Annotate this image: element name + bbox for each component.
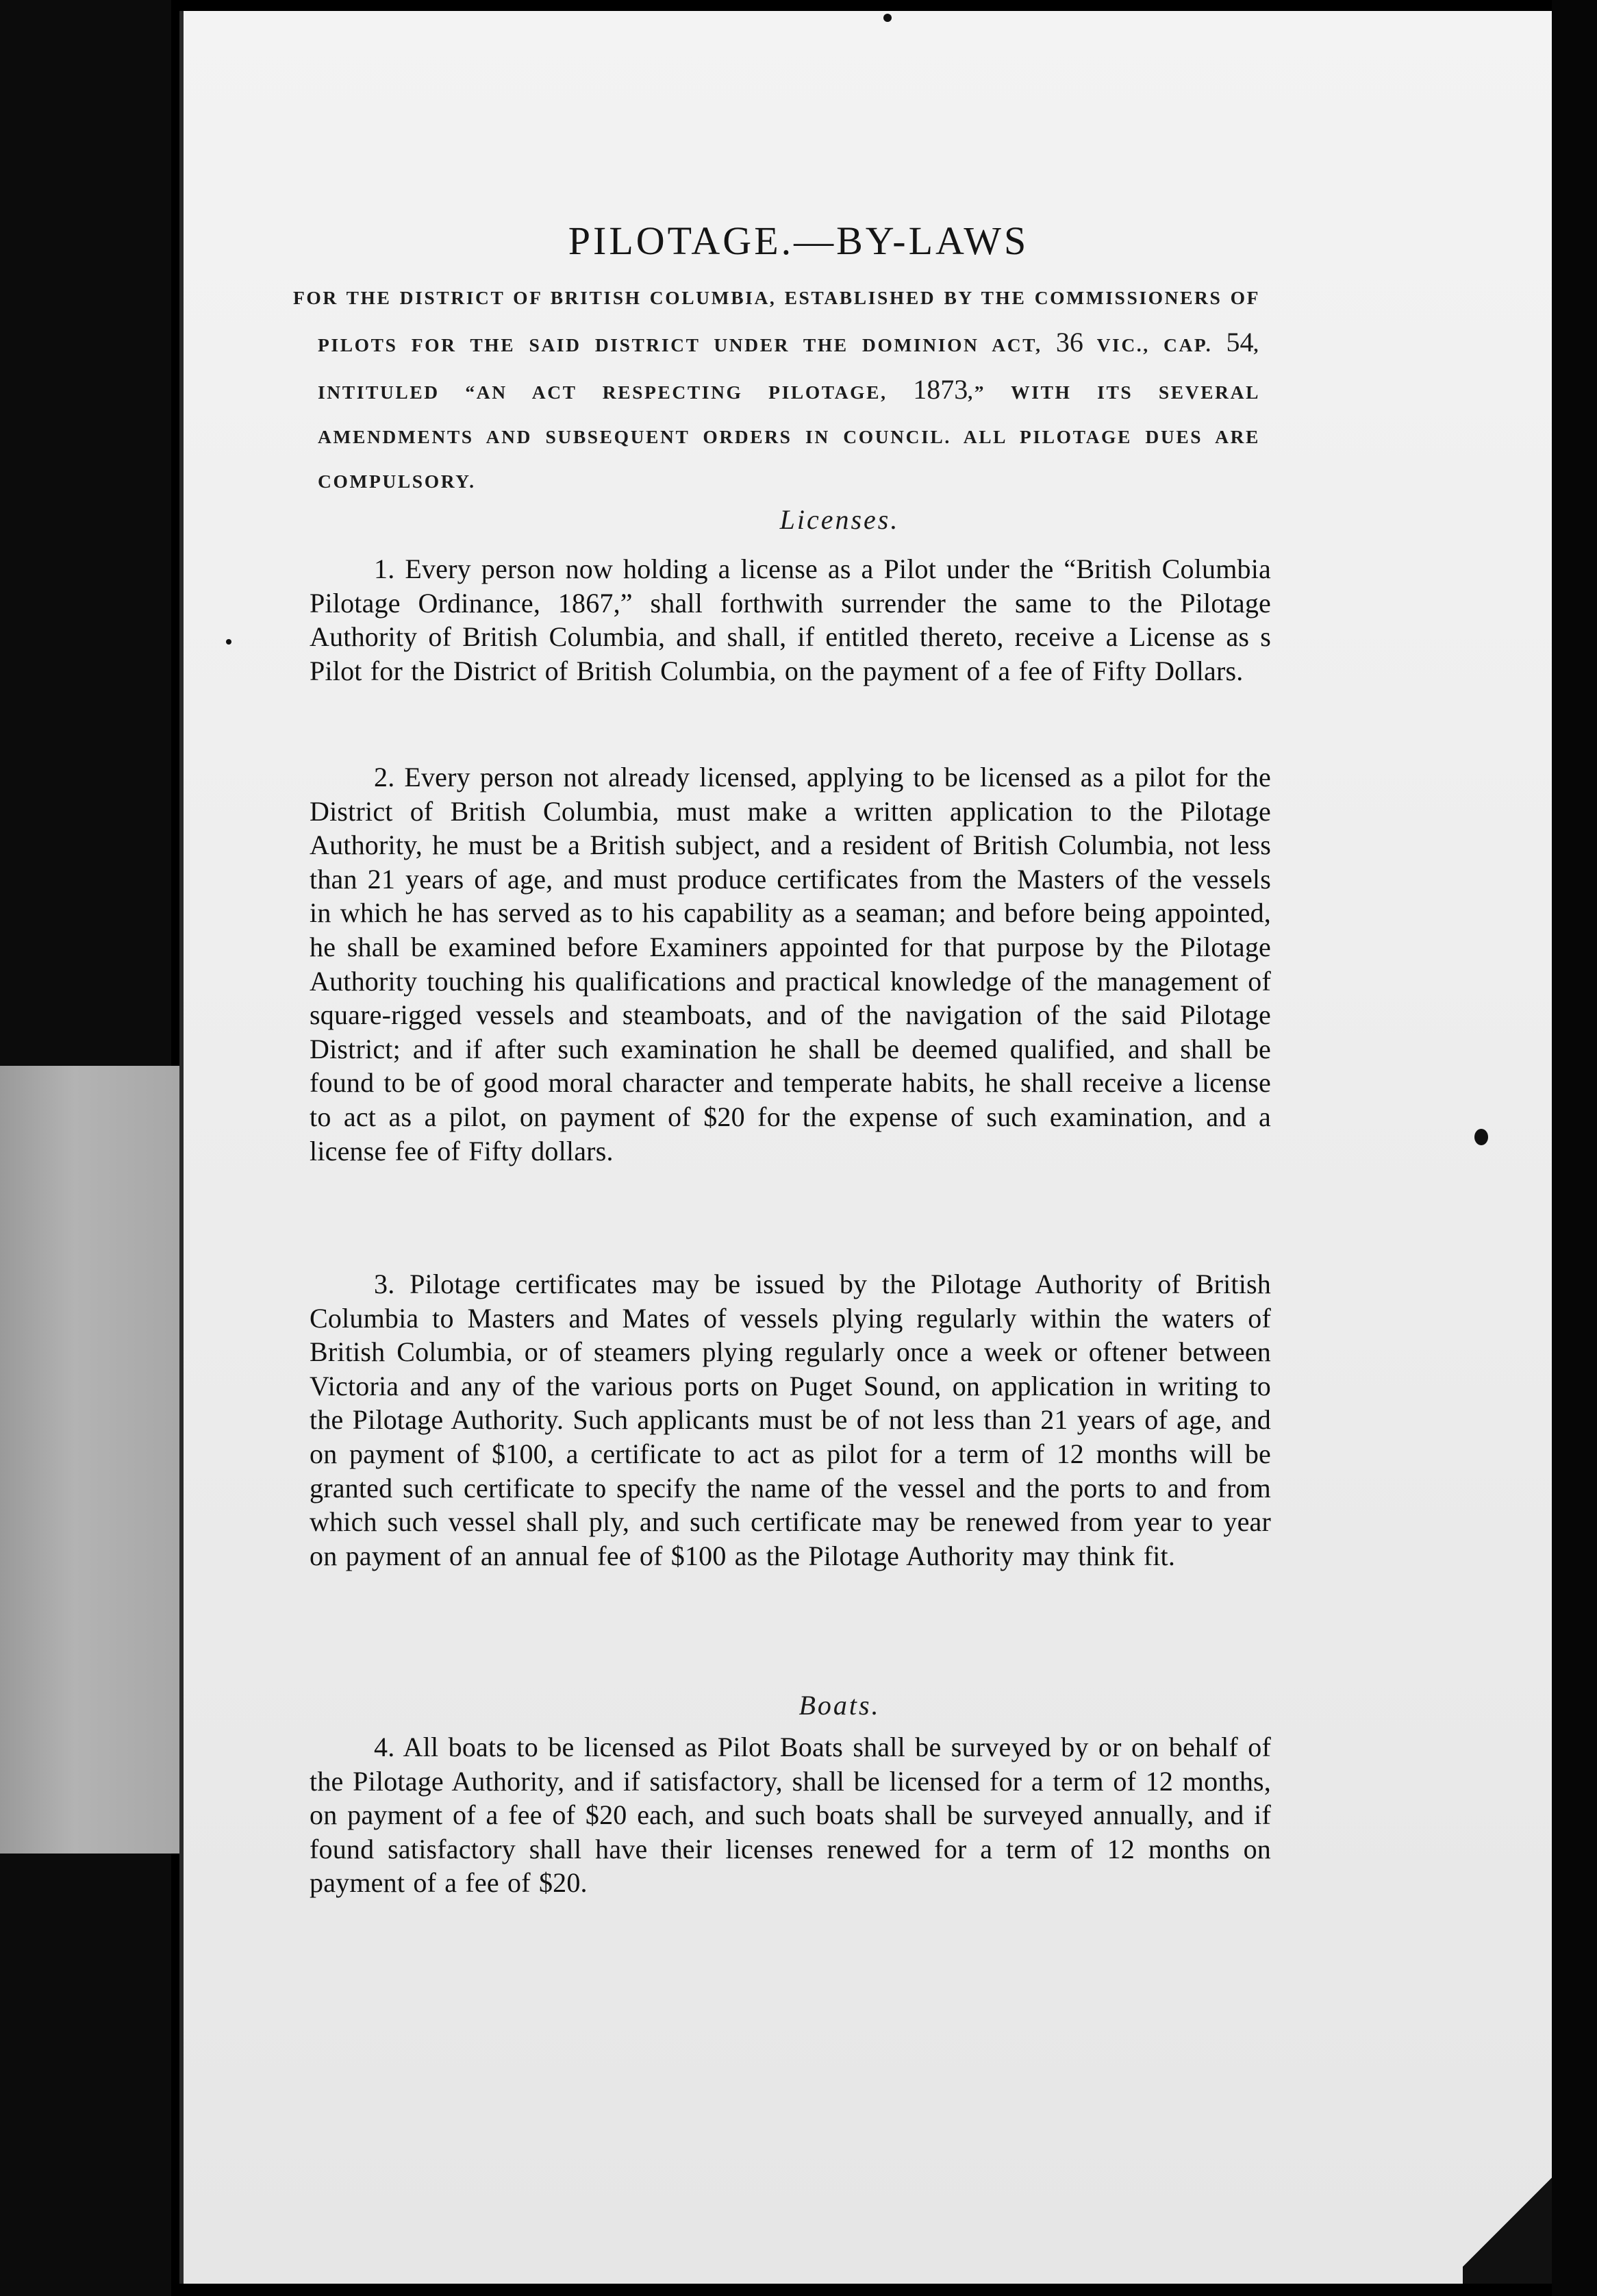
protruding-paper-tab [0, 1066, 188, 1854]
subtitle-text: , INTITULED “AN ACT RESPECTING PILOTAGE, [318, 334, 1260, 403]
folded-page-corner [1463, 2160, 1552, 2284]
subtitle-text: FOR THE DISTRICT OF BRITISH COLUMBIA, ESTABLISHED BY THE COMMISSIONERS OF PILOTS FOR THE SAID DISTRICT UNDER THE DOMINION ACT, [293, 287, 1260, 355]
page-subtitle [293, 275, 1260, 503]
ink-speck [883, 14, 892, 22]
paragraph-2: 2. Every person not already licensed, applying to be licensed as a pilot for the District of British Columbia, must make a written application to the Pilotage Authority, he must be a British subject, and a resident of British Columbia, not less than 21 years of age, and must produce certificates from the Masters of the vessels in which he has served as to his capability as a seaman; and before being appointed, he shall be examined before Examiners appointed for that purpose by the Pilotage Authority touching his qualifications and practical knowledge of the management of square-rigged vessels and steamboats, and of the navigation of the said Pilotage District; and if after such examination he shall be deemed qualified, and shall be found to be of good moral character and temperate habits, he shall receive a license to act as a pilot, on payment of $20 for the expense of such examination, and a license fee of Fifty dollars. [310, 762, 1271, 1166]
subtitle-text: VIC., CAP. [1083, 334, 1227, 355]
scanner-backdrop-right [1552, 0, 1597, 2296]
paragraph-4: 4. All boats to be licensed as Pilot Boats shall be surveyed by or on behalf of the Pilotage Authority, and if satisfactory, shall be licensed for a term of 12 months, on payment of a fee of $20 each, and such boats shall be surveyed annually, and if found satisfactory shall have their licenses renewed for a term of 12 months on payment of a fee of $20. [310, 1732, 1271, 1899]
page-title: PILOTAGE.—BY-LAWS [568, 219, 1029, 263]
subtitle-text: ,” WITH ITS SEVERAL AMENDMENTS AND SUBSEQUENT ORDERS IN COUNCIL. ALL PILOTAGE DUES ARE COMPULSORY. [318, 382, 1261, 492]
paragraph-3: 3. Pilotage certificates may be issued by the Pilotage Authority of British Columbia to Masters and Mates of vessels plying regularly within the waters of British Columbia, or of steamers plying regularly once a week or oftener between Victoria and any of the various ports on Puget Sound, on application in writing to the Pilotage Authority. Such applicants must be of not less than 21 years of age, and on payment of $100, a certificate to act as pilot for a term of 12 months will be granted such certificate to specify the name of the vessel and the ports to and from which such vessel shall ply, and such certificate may be renewed from year to year on payment of an annual fee of $100 as the Pilotage Authority may think fit. [310, 1269, 1271, 1571]
cap-number: 54 [1226, 327, 1254, 358]
act-year: 1873 [913, 374, 968, 405]
ink-speck [226, 639, 231, 645]
paragraph-1: 1. Every person now holding a license as a Pilot under the “British Columbia Pilotage Ordinance, 1867,” shall forthwith surrender the same to the Pilotage Authority of British Columbia, and shall, if entitled thereto, receive a License as s Pilot for the District of British Columbia, on the payment of a fee of Fifty Dollars. [310, 553, 1271, 686]
section-heading-licenses: Licenses. [779, 504, 900, 535]
section-heading-boats: Boats. [798, 1690, 881, 1721]
ink-speck [1474, 1129, 1488, 1145]
act-number: 36 [1055, 327, 1083, 358]
